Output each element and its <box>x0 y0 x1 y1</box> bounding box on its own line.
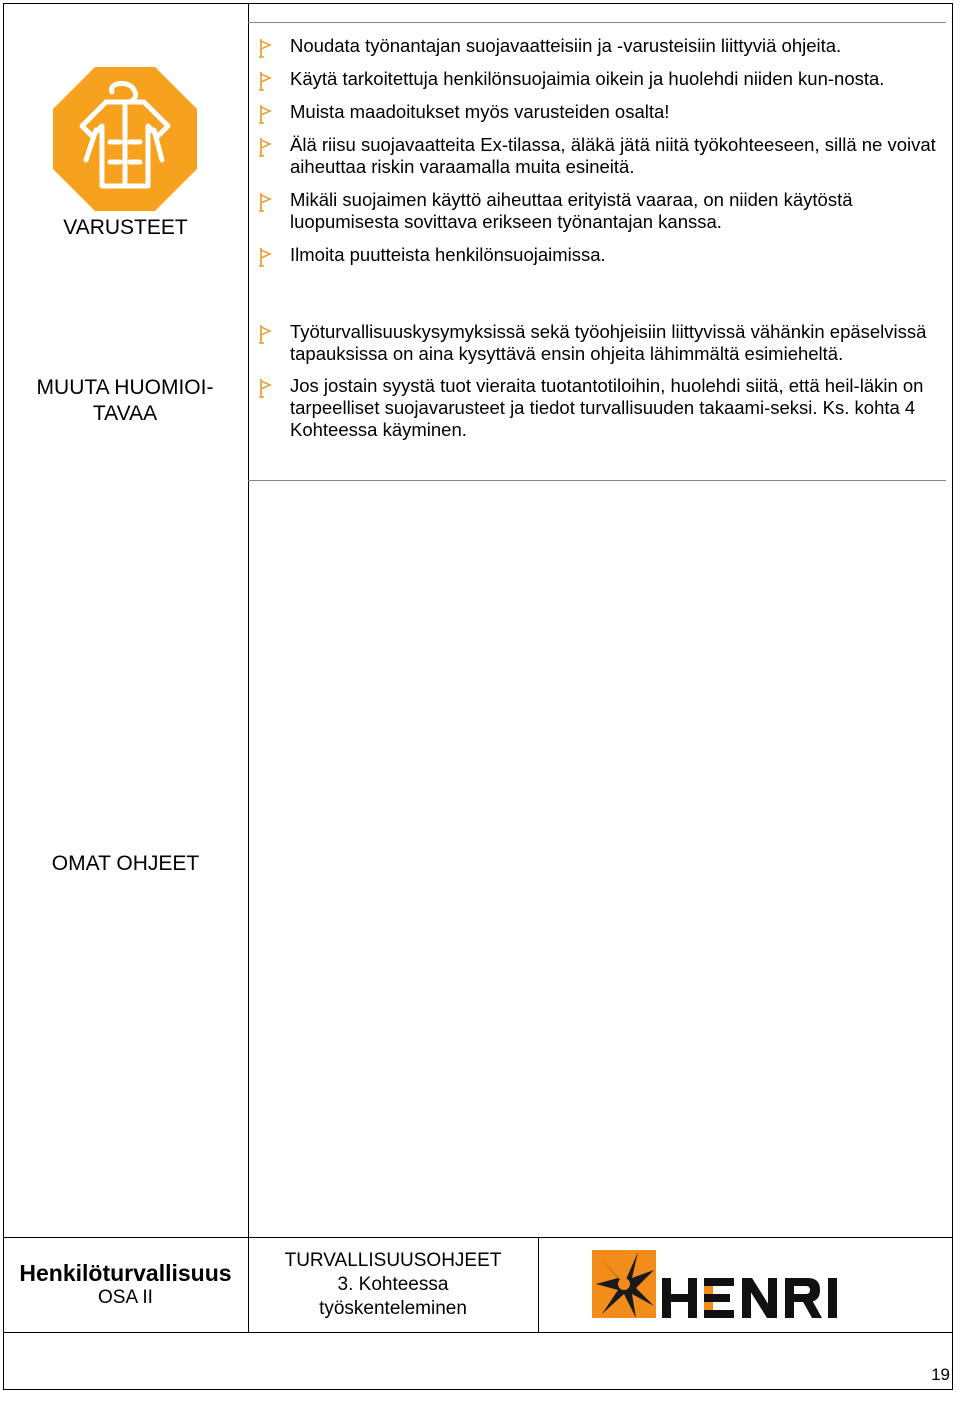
henri-logo <box>592 1244 888 1324</box>
pennant-bullet-icon <box>258 324 272 344</box>
list-item <box>258 101 948 123</box>
rule-footer-bottom <box>3 1332 953 1333</box>
list-item-text: Muista maadoitukset myös varusteiden osalta! <box>290 101 670 122</box>
muuta-label: MUUTA HUOMIOI-TAVAA <box>36 376 214 425</box>
list-item <box>258 35 948 57</box>
pennant-bullet-icon <box>258 247 272 267</box>
footer-title: Henkilöturvallisuus <box>19 1260 232 1286</box>
rule-top <box>248 22 946 23</box>
section-label-muuta <box>10 375 240 427</box>
list-item-text: Mikäli suojaimen käyttö aiheuttaa erityistä vaaraa, on niiden käytöstä luopumisesta sovittava erikseen työnantajan kanssa. <box>290 189 853 232</box>
pennant-bullet-icon <box>258 137 272 157</box>
list-item <box>258 321 948 365</box>
pennant-bullet-icon <box>258 104 272 124</box>
list-item-text: Käytä tarkoitettuja henkilönsuojaimia oikein ja huolehdi niiden kun-nosta. <box>290 68 885 89</box>
list-item-text: Ilmoita puutteista henkilönsuojaimissa. <box>290 244 606 265</box>
list-item <box>258 375 948 441</box>
list-item <box>258 189 948 233</box>
list-item-text: Älä riisu suojavaatteita Ex-tilassa, äläkä jätä niitä työkohteeseen, sillä ne voivat aiheuttaa riskin varaamalla muita esineitä. <box>290 134 936 177</box>
pennant-bullet-icon <box>258 378 272 398</box>
varusteet-list <box>258 35 948 266</box>
pennant-bullet-icon <box>258 38 272 58</box>
omat-label: OMAT OHJEET <box>51 852 200 875</box>
rule-section-end <box>248 480 946 481</box>
muuta-list <box>258 321 948 441</box>
list-item-text: Noudata työnantajan suojavaatteisiin ja -varusteisiin liittyviä ohjeita. <box>290 35 842 56</box>
list-item <box>258 244 948 266</box>
list-item-text: Jos jostain syystä tuot vieraita tuotantotiloihin, huolehdi siitä, että heil-läkin on tarpeelliset suojavarusteet ja tiedot turvallisuuden takaami-seksi. Ks. kohta 4 Kohteessa käyminen. <box>290 375 924 440</box>
footer-doc-block <box>248 1238 538 1332</box>
footer-title-block <box>3 1238 248 1332</box>
pennant-bullet-icon <box>258 71 272 91</box>
footer-divider <box>538 1238 539 1332</box>
footer-doc-title: TURVALLISUUSOHJEET <box>284 1250 502 1271</box>
varusteet-label: VARUSTEET <box>63 216 188 239</box>
footer-chapter: 3. Kohteessa työskenteleminen <box>319 1274 467 1319</box>
footer-subtitle: OSA II <box>98 1287 153 1308</box>
section-label-omat <box>3 851 248 877</box>
list-item-text: Työturvallisuuskysymyksissä sekä työohjeisiin liittyvissä vähänkin epäselvissä tapauksissa on aina kysyttävä ensin ohjeita lähimmältä esimieheltä. <box>290 321 927 364</box>
list-item <box>258 134 948 178</box>
pennant-bullet-icon <box>258 192 272 212</box>
page-number: 19 <box>931 1365 950 1384</box>
column-divider <box>248 3 249 1332</box>
section-label-varusteet <box>3 215 248 241</box>
list-item <box>258 68 948 90</box>
protective-clothing-icon <box>50 64 200 214</box>
